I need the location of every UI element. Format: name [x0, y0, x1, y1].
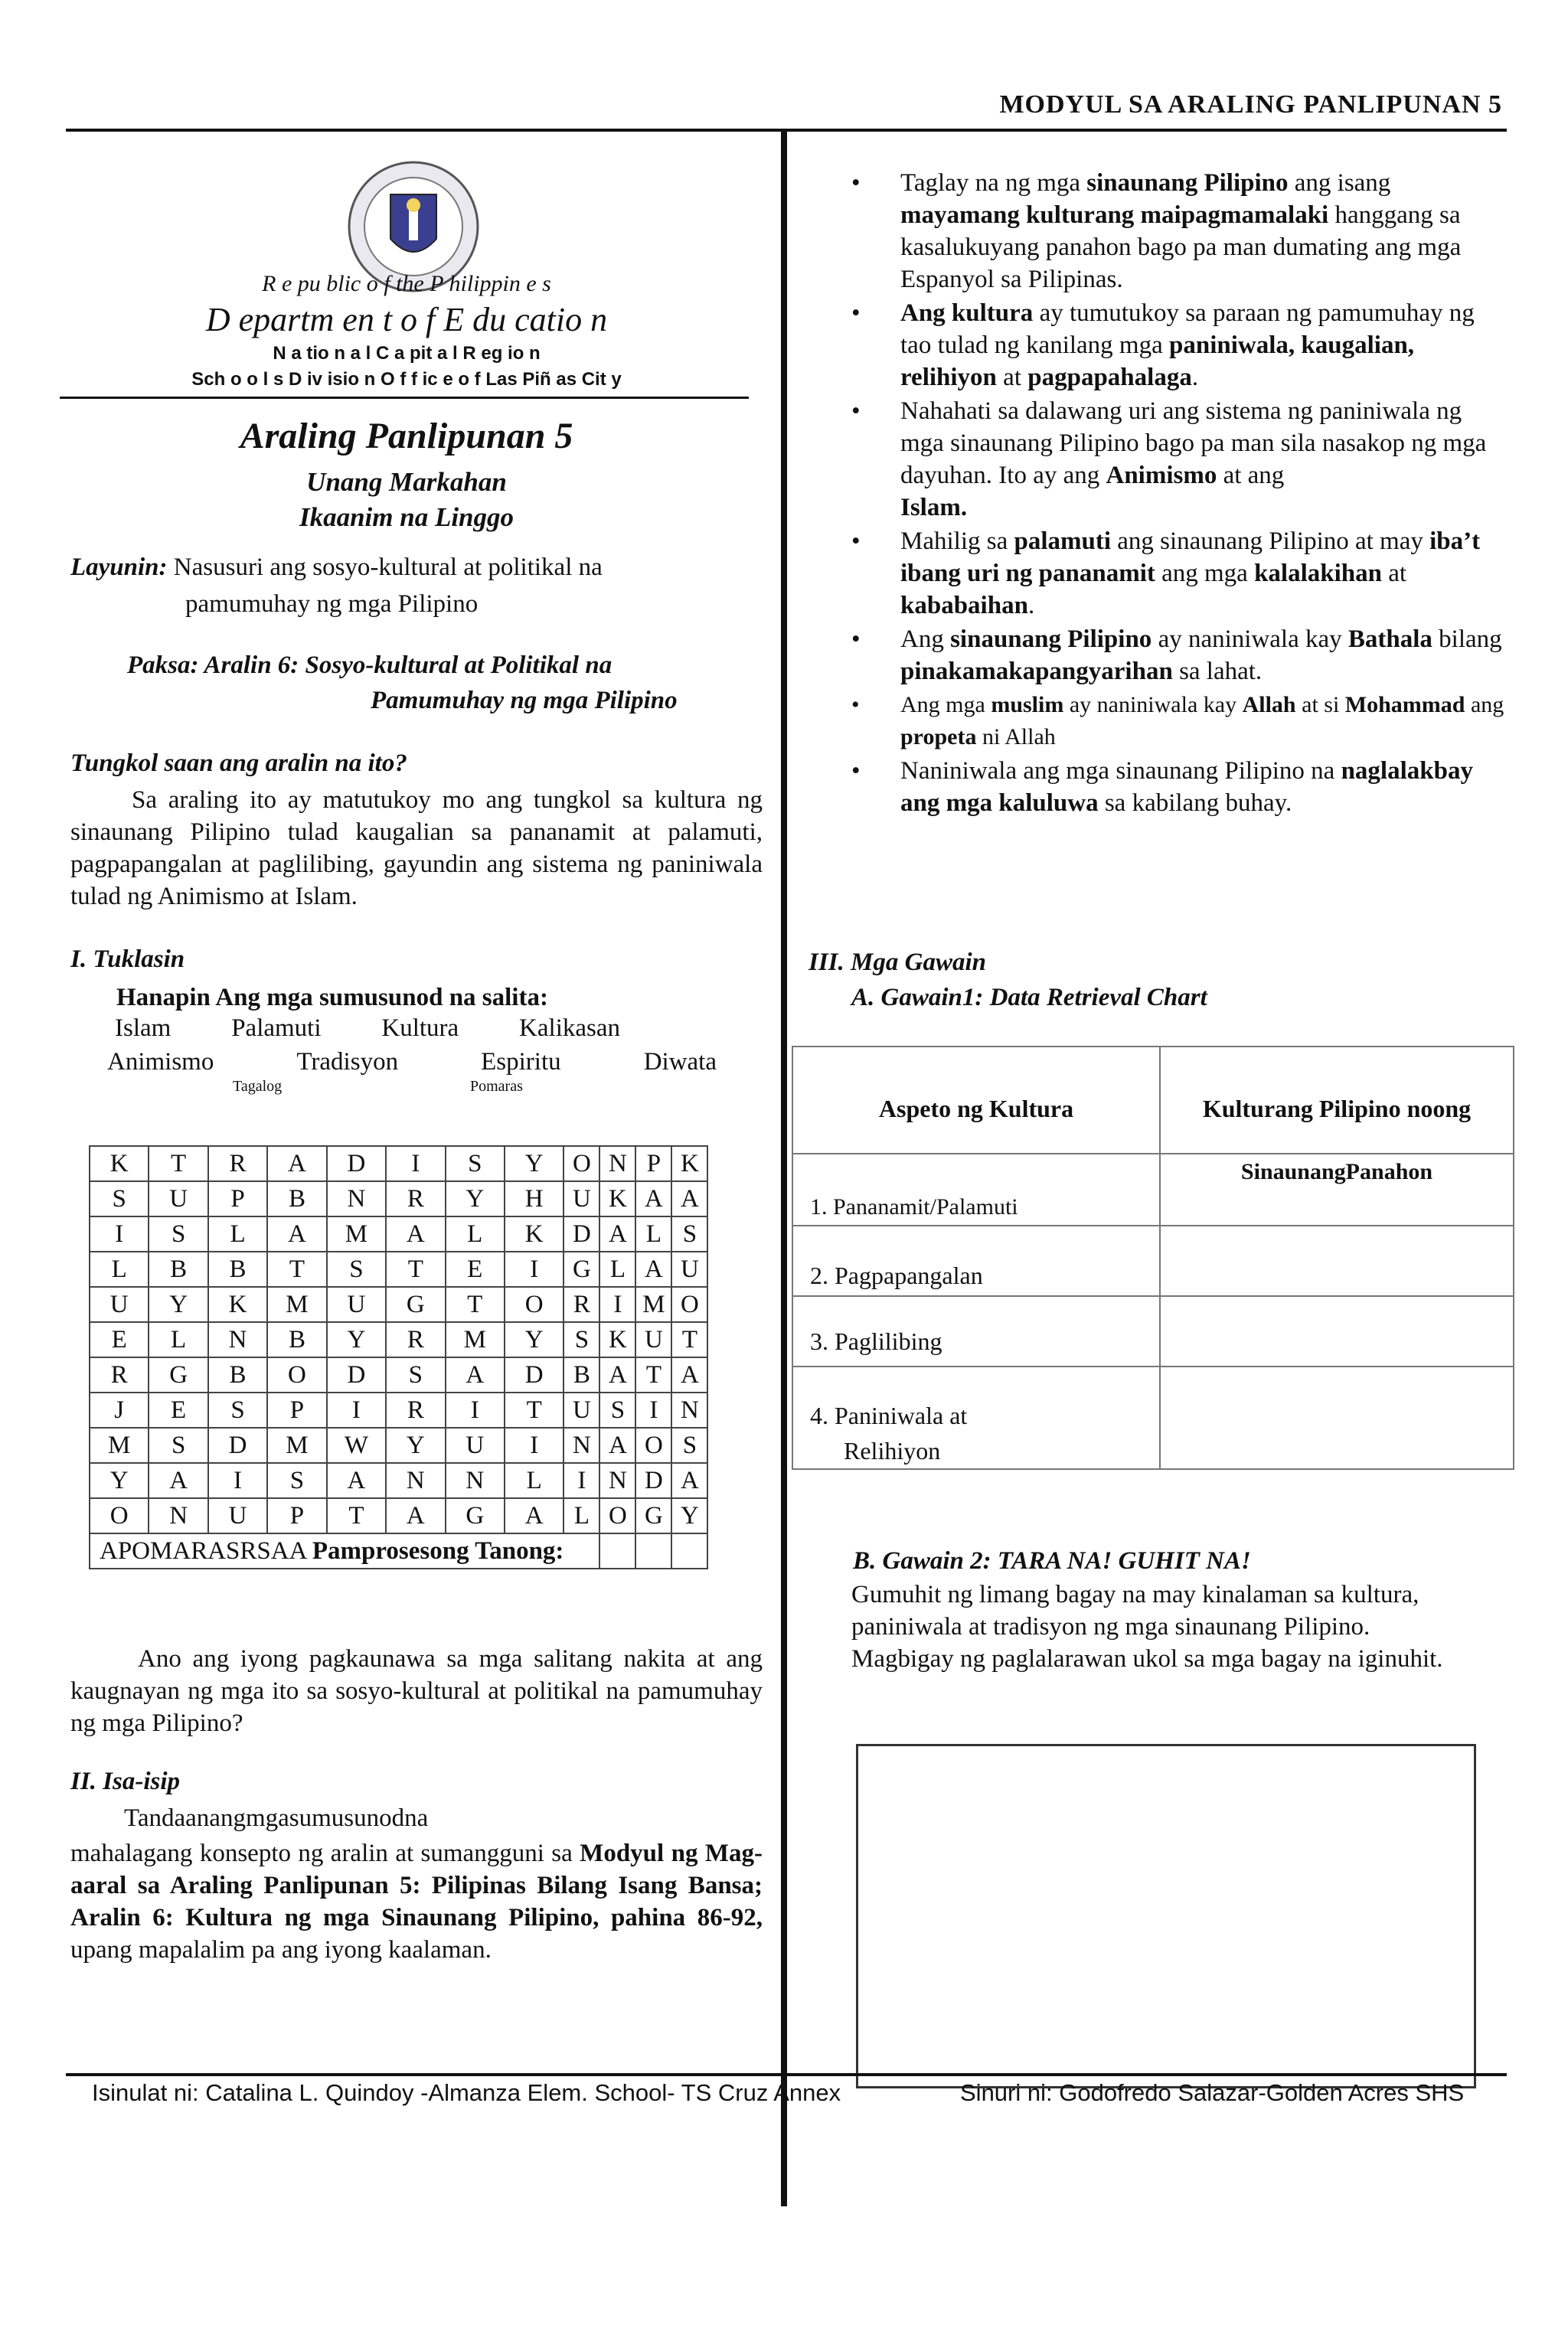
gawain-heading: III. Mga Gawain	[808, 949, 986, 976]
drawing-area[interactable]	[856, 1744, 1476, 2088]
grid-cell[interactable]: I	[564, 1463, 599, 1498]
grid-cell[interactable]: I	[505, 1252, 564, 1287]
grid-cell[interactable]: S	[599, 1393, 635, 1428]
grid-cell[interactable]: P	[208, 1181, 267, 1216]
grid-cell[interactable]: A	[599, 1216, 635, 1252]
word-item: Animismo	[107, 1048, 214, 1076]
word-search-last-row	[90, 1533, 707, 1569]
grid-cell[interactable]: S	[208, 1393, 267, 1428]
grid-cell[interactable]: U	[208, 1498, 267, 1533]
table-row	[792, 1154, 1514, 1226]
grid-cell[interactable]: E	[90, 1322, 149, 1357]
row-label-4: 4. Paniniwala at Relihiyon	[792, 1367, 1160, 1469]
col-header-kultura: Kulturang Pilipino noong	[1160, 1047, 1514, 1154]
grid-cell[interactable]: L	[505, 1463, 564, 1498]
grid-cell[interactable]: N	[386, 1463, 445, 1498]
grid-cell[interactable]: L	[149, 1322, 207, 1357]
grid-cell[interactable]: T	[149, 1146, 207, 1181]
grid-cell[interactable]: A	[599, 1428, 635, 1463]
grid-cell[interactable]: S	[327, 1252, 386, 1287]
data-retrieval-chart	[792, 1046, 1514, 1470]
layunin	[70, 551, 760, 583]
grid-cell[interactable]: N	[564, 1428, 599, 1463]
grid-cell[interactable]: K	[208, 1287, 267, 1322]
answer-cell[interactable]	[1160, 1226, 1514, 1296]
list-item: • Ang kultura ay tumutukoy sa paraan ng pamumuhay ng tao tulad ng kanilang mga paniniwala, kaugalian, relihiyon at pagpapahalaga.	[851, 297, 1510, 393]
grid-cell[interactable]: O	[564, 1146, 599, 1181]
quarter-label: Unang Markahan	[306, 467, 507, 497]
grid-cell[interactable]: L	[446, 1216, 505, 1252]
grid-cell[interactable]: E	[446, 1252, 505, 1287]
word-search-last-cell	[90, 1533, 564, 1569]
grid-cell[interactable]: P	[267, 1498, 326, 1533]
grid-cell[interactable]: K	[505, 1216, 564, 1252]
grid-cell[interactable]: U	[149, 1181, 207, 1216]
grid-cell[interactable]: R	[90, 1357, 149, 1393]
grid-cell[interactable]: T	[635, 1357, 671, 1393]
isaisip-line-1: Tandaanangmgasumusunodna	[124, 1804, 429, 1832]
grid-cell[interactable]: D	[327, 1146, 386, 1181]
word-small-2: Pomaras	[470, 1078, 523, 1095]
grid-cell[interactable]: B	[267, 1181, 326, 1216]
grid-cell[interactable]: R	[386, 1393, 445, 1428]
grid-cell[interactable]: A	[327, 1463, 386, 1498]
table-row	[90, 1252, 707, 1287]
grid-cell[interactable]: S	[90, 1181, 149, 1216]
word-list-row-2	[107, 1046, 717, 1078]
grid-cell[interactable]: M	[267, 1428, 326, 1463]
grid-cell[interactable]: M	[90, 1428, 149, 1463]
grid-cell[interactable]: P	[635, 1146, 671, 1181]
grid-cell[interactable]: E	[149, 1393, 207, 1428]
grid-cell[interactable]: Y	[90, 1463, 149, 1498]
word-item: Palamuti	[231, 1014, 322, 1042]
region-line: N a tio n a l C a pit a l R eg io n	[273, 343, 541, 364]
row-label: 3. Paglilibing	[792, 1296, 1160, 1367]
word-item: Diwata	[643, 1048, 717, 1076]
grid-cell[interactable]: K	[599, 1322, 635, 1357]
grid-cell[interactable]: S	[564, 1322, 599, 1357]
word-search-grid	[89, 1145, 708, 1569]
grid-cell[interactable]: I	[599, 1287, 635, 1322]
grid-cell[interactable]: A	[599, 1357, 635, 1393]
grid-cell[interactable]: U	[671, 1252, 707, 1287]
grid-cell[interactable]: L	[635, 1216, 671, 1252]
table-row	[90, 1428, 707, 1463]
grid-cell[interactable]: O	[635, 1428, 671, 1463]
isaisip-body	[70, 1837, 763, 1966]
word-item: Espiritu	[481, 1048, 561, 1076]
grid-cell[interactable]: N	[327, 1181, 386, 1216]
grid-cell[interactable]: G	[635, 1498, 671, 1533]
grid-cell[interactable]: B	[208, 1357, 267, 1393]
row-label: 1. Pananamit/Palamuti	[792, 1154, 1160, 1226]
grid-cell[interactable]: M	[267, 1287, 326, 1322]
word-item: Kultura	[381, 1014, 459, 1042]
paksa-line-2: Pamumuhay ng mga Pilipino	[371, 687, 678, 714]
grid-cell[interactable]: A	[635, 1252, 671, 1287]
grid-cell[interactable]: S	[149, 1428, 207, 1463]
last-row-letters: APOMARASRSAA	[100, 1537, 306, 1565]
week-label: Ikaanim na Linggo	[299, 502, 514, 532]
grid-cell[interactable]: U	[564, 1393, 599, 1428]
footer-reviewer: Sinuri ni: Godofredo Salazar-Golden Acres SHS	[960, 2079, 1465, 2106]
table-row	[90, 1357, 707, 1393]
pamprosesong-tanong: Ano ang iyong pagkaunawa sa mga salitang nakita at ang kaugnayan ng mga ito sa sosyo-kultural at politikal na pamumuhay ng mga Pilipino?	[70, 1645, 763, 1737]
layunin-label: Layunin:	[70, 553, 168, 581]
grid-cell[interactable]: A	[635, 1181, 671, 1216]
row-label: 2. Pagpapangalan	[792, 1226, 1160, 1296]
pamprosesong-label: Pamprosesong Tanong:	[312, 1537, 564, 1565]
grid-cell[interactable]: Y	[446, 1181, 505, 1216]
grid-cell[interactable]: P	[267, 1393, 326, 1428]
grid-cell[interactable]: O	[599, 1498, 635, 1533]
grid-cell[interactable]: T	[267, 1252, 326, 1287]
grid-cell[interactable]: B	[149, 1252, 207, 1287]
grid-cell[interactable]: U	[446, 1428, 505, 1463]
grid-cell[interactable]: U	[327, 1287, 386, 1322]
isaisip-modyul: Modyul ng Mag-aaral sa Araling Panlipunan 5:	[70, 1840, 763, 1899]
table-row	[792, 1367, 1514, 1469]
grid-cell[interactable]: R	[564, 1287, 599, 1322]
tungkol-body: Sa araling ito ay matutukoy mo ang tungkol sa kultura ng sinaunang Pilipino tulad kaugalian sa pananamit at palamuti, pagpapangalan at paglilibing, gayundin ang sistema ng paniniwala tulad ng Animismo at Islam.	[70, 786, 763, 910]
grid-cell[interactable]: O	[671, 1287, 707, 1322]
grid-cell[interactable]: Y	[505, 1322, 564, 1357]
table-row	[90, 1216, 707, 1252]
grid-cell[interactable]: U	[635, 1322, 671, 1357]
grid-cell[interactable]: N	[446, 1463, 505, 1498]
module-title: MODYUL SA ARALING PANLIPUNAN 5	[999, 90, 1502, 119]
grid-cell[interactable]: D	[505, 1357, 564, 1393]
grid-cell[interactable]: S	[671, 1428, 707, 1463]
grid-cell[interactable]: S	[149, 1216, 207, 1252]
grid-cell[interactable]: T	[671, 1322, 707, 1357]
division-line: Sch o o l s D iv isio n O f f ic e o f Las Piñ as Cit y	[191, 369, 622, 390]
grid-cell[interactable]: K	[90, 1146, 149, 1181]
grid-cell[interactable]: I	[635, 1393, 671, 1428]
grid-cell[interactable]: L	[564, 1498, 599, 1533]
department-line: D epartm en t o f E du catio n	[205, 301, 608, 338]
grid-cell[interactable]: Y	[671, 1498, 707, 1533]
list-item: • Ang sinaunang Pilipino ay naniniwala kay Bathala bilang pinakamakapangyarihan sa lahat.	[851, 623, 1510, 687]
table-row	[90, 1322, 707, 1357]
grid-cell[interactable]: A	[505, 1498, 564, 1533]
grid-cell[interactable]: B	[564, 1357, 599, 1393]
word-item: Kalikasan	[519, 1014, 620, 1042]
grid-cell[interactable]: Y	[505, 1146, 564, 1181]
tungkol-heading: Tungkol saan ang aralin na ito?	[70, 749, 407, 777]
grid-cell[interactable]: A	[267, 1146, 326, 1181]
grid-cell[interactable]: D	[327, 1357, 386, 1393]
grid-cell[interactable]: W	[327, 1428, 386, 1463]
isaisip-heading: II. Isa-isip	[70, 1768, 181, 1795]
grid-cell[interactable]: M	[635, 1287, 671, 1322]
answer-cell[interactable]	[1160, 1296, 1514, 1367]
grid-cell[interactable]: M	[327, 1216, 386, 1252]
grid-cell[interactable]: G	[564, 1252, 599, 1287]
isaisip-text-a: mahalagang konsepto ng aralin at sumangguni sa	[70, 1840, 580, 1867]
grid-cell[interactable]: A	[149, 1463, 207, 1498]
gawain-a-heading: A. Gawain1: Data Retrieval Chart	[851, 984, 1207, 1011]
grid-cell[interactable]: M	[446, 1322, 505, 1357]
grid-cell[interactable]: A	[386, 1498, 445, 1533]
grid-cell[interactable]: S	[446, 1146, 505, 1181]
grid-cell[interactable]: I	[505, 1428, 564, 1463]
grid-cell[interactable]: U	[564, 1181, 599, 1216]
grid-cell[interactable]: L	[208, 1216, 267, 1252]
tuklasin-instruction: Hanapin Ang mga sumusunod na salita:	[116, 984, 548, 1011]
gawain-b-text: Gumuhit ng limang bagay na may kinalaman sa kultura, paniniwala at tradisyon ng mga sinaunang Pilipino. Magbigay ng paglalarawan ukol sa mga bagay na iginuhit.	[851, 1581, 1443, 1673]
grid-cell[interactable]: T	[446, 1287, 505, 1322]
grid-cell[interactable]: N	[149, 1498, 207, 1533]
grid-cell[interactable]: N	[599, 1463, 635, 1498]
table-row	[90, 1393, 707, 1428]
word-item: Tradisyon	[296, 1048, 399, 1076]
grid-cell[interactable]: R	[386, 1322, 445, 1357]
grid-cell[interactable]: S	[267, 1463, 326, 1498]
grid-cell[interactable]: O	[267, 1357, 326, 1393]
grid-cell[interactable]: K	[671, 1146, 707, 1181]
grid-cell[interactable]: Y	[149, 1287, 207, 1322]
grid-cell[interactable]: R	[386, 1181, 445, 1216]
grid-cell[interactable]: L	[599, 1252, 635, 1287]
grid-cell[interactable]: N	[599, 1146, 635, 1181]
table-row	[792, 1226, 1514, 1296]
letterhead-rule	[60, 397, 749, 399]
word-item: Islam	[115, 1014, 172, 1042]
grid-cell[interactable]: O	[90, 1498, 149, 1533]
grid-cell[interactable]: B	[208, 1252, 267, 1287]
gawain-b-heading: B. Gawain 2: TARA NA! GUHIT NA!	[853, 1547, 1251, 1575]
table-row	[792, 1296, 1514, 1367]
grid-cell[interactable]: I	[208, 1463, 267, 1498]
grid-cell[interactable]: G	[386, 1287, 445, 1322]
footer-author: Isinulat ni: Catalina L. Quindoy -Almanza Elem. School- TS Cruz Annex	[92, 2079, 841, 2106]
grid-cell[interactable]: U	[90, 1287, 149, 1322]
layunin-text-1: Nasusuri ang sosyo-kultural at politikal na	[173, 553, 603, 581]
grid-cell[interactable]: L	[90, 1252, 149, 1287]
isaisip-reference: Pilipinas Bilang Isang Bansa; Aralin 6: Kultura ng mga Sinaunang Pilipino, pahina 86-92,	[70, 1872, 763, 1931]
grid-cell[interactable]: I	[90, 1216, 149, 1252]
grid-cell[interactable]: T	[327, 1498, 386, 1533]
concept-list	[851, 167, 1510, 821]
grid-cell[interactable]: A	[671, 1181, 707, 1216]
republic-line: R e pu blic o f the P hilippin e s	[262, 271, 551, 296]
grid-cell[interactable]: D	[208, 1428, 267, 1463]
grid-cell[interactable]: D	[564, 1216, 599, 1252]
tuklasin-heading: I. Tuklasin	[70, 945, 185, 973]
table-row	[90, 1181, 707, 1216]
table-row	[90, 1146, 707, 1181]
list-item: • Mahilig sa palamuti ang sinaunang Pilipino at may iba’t ibang uri ng pananamit ang mga kalalakihan at kababaihan.	[851, 525, 1510, 622]
grid-cell[interactable]: D	[635, 1463, 671, 1498]
column-divider	[781, 132, 787, 2206]
word-small-1: Tagalog	[233, 1078, 283, 1095]
grid-cell[interactable]: I	[446, 1393, 505, 1428]
list-item: • Nahahati sa dalawang uri ang sistema ng paniniwala ng mga sinaunang Pilipino bago pa man sila nasakop ng mga dayuhan. Ito ay ang Animismo at ang Islam.	[851, 395, 1510, 524]
table-row	[792, 1047, 1514, 1154]
paksa-line-1: Paksa: Aralin 6: Sosyo-kultural at Politikal na	[127, 651, 612, 679]
grid-cell[interactable]: O	[505, 1287, 564, 1322]
grid-cell[interactable]: B	[267, 1322, 326, 1357]
list-item: • Ang mga muslim ay naniniwala kay Allah at si Mohammad ang propeta ni Allah	[851, 689, 1510, 753]
table-row	[90, 1498, 707, 1533]
grid-cell[interactable]: J	[90, 1393, 149, 1428]
grid-cell[interactable]: N	[671, 1393, 707, 1428]
grid-cell[interactable]: A	[671, 1357, 707, 1393]
grid-cell[interactable]: A	[386, 1216, 445, 1252]
grid-cell[interactable]: I	[327, 1393, 386, 1428]
grid-cell[interactable]: I	[386, 1146, 445, 1181]
page-title: Araling Panlipunan 5	[240, 416, 573, 456]
table-row	[90, 1287, 707, 1322]
answer-cell[interactable]	[1160, 1367, 1514, 1469]
grid-cell[interactable]: N	[208, 1322, 267, 1357]
table-row	[90, 1463, 707, 1498]
grid-cell[interactable]: T	[386, 1252, 445, 1287]
grid-cell[interactable]: A	[671, 1463, 707, 1498]
col-header-sinaunang: SinaunangPanahon	[1160, 1154, 1514, 1226]
grid-cell[interactable]: T	[505, 1393, 564, 1428]
grid-cell[interactable]: A	[446, 1357, 505, 1393]
grid-cell[interactable]: Y	[386, 1428, 445, 1463]
grid-cell[interactable]: R	[208, 1146, 267, 1181]
grid-cell[interactable]: G	[446, 1498, 505, 1533]
grid-cell[interactable]: G	[149, 1357, 207, 1393]
word-list-row-1	[115, 1012, 620, 1044]
col-header-aspeto: Aspeto ng Kultura	[792, 1047, 1160, 1154]
list-item: • Taglay na ng mga sinaunang Pilipino ang isang mayamang kulturang maipagmamalaki hanggang sa kasalukuyang panahon bago pa man dumating ang mga Espanyol sa Pilipinas.	[851, 167, 1510, 296]
grid-cell[interactable]: S	[671, 1216, 707, 1252]
grid-cell[interactable]: K	[599, 1181, 635, 1216]
list-item: • Naniniwala ang mga sinaunang Pilipino na naglalakbay ang mga kaluluwa sa kabilang buhay.	[851, 755, 1510, 819]
grid-cell[interactable]: S	[386, 1357, 445, 1393]
isaisip-text-b: upang mapalalim pa ang iyong kaalaman.	[70, 1936, 492, 1964]
grid-cell[interactable]: Y	[327, 1322, 386, 1357]
bottom-rule	[66, 2073, 1507, 2076]
grid-cell[interactable]: H	[505, 1181, 564, 1216]
layunin-text-2: pamumuhay ng mga Pilipino	[185, 590, 479, 618]
grid-cell[interactable]: A	[267, 1216, 326, 1252]
